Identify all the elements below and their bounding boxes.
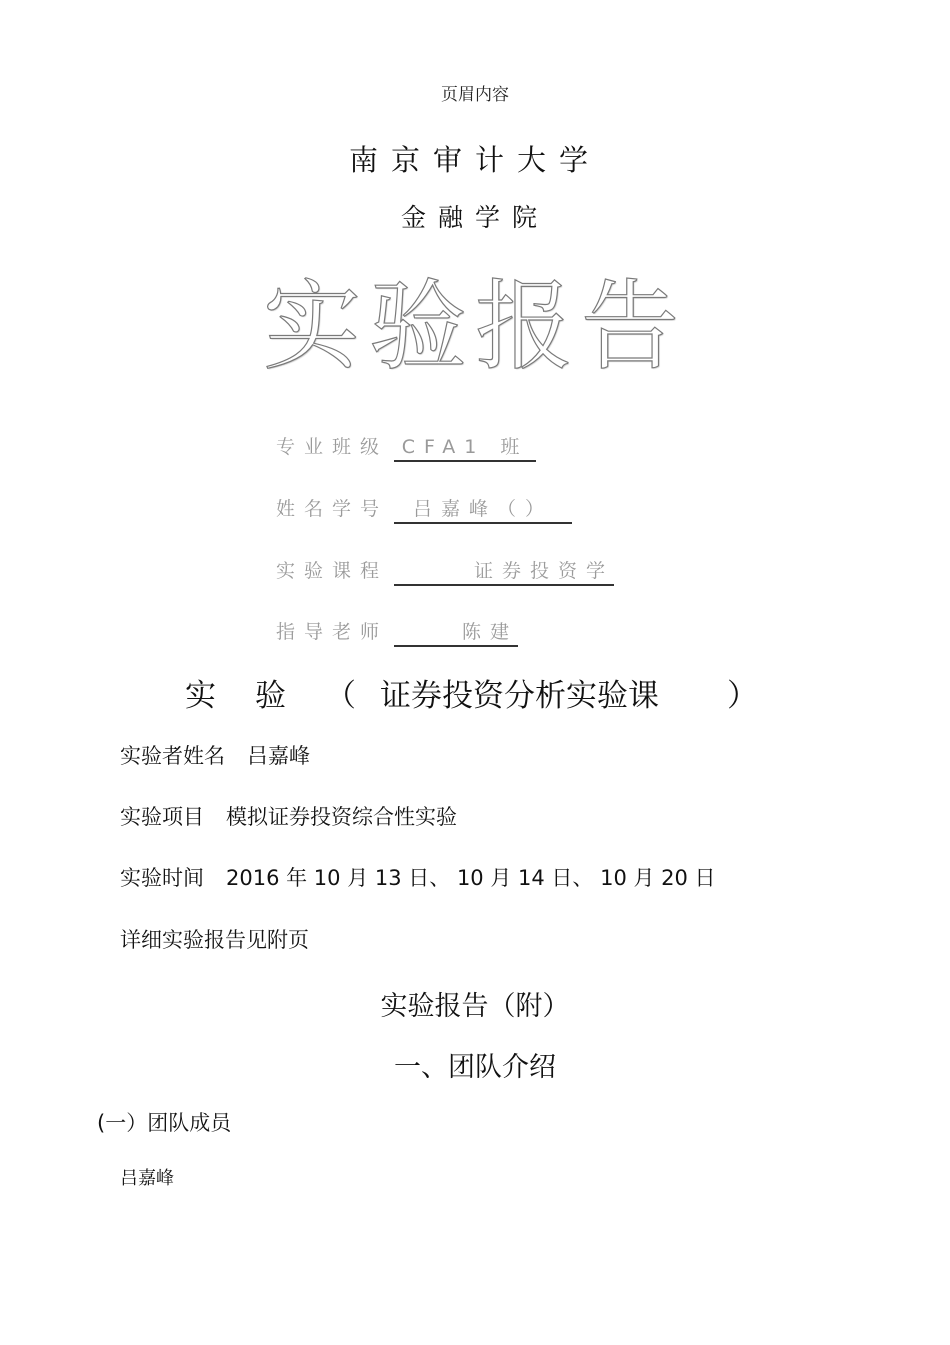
detail-label: 实验时间 — [120, 866, 204, 890]
experiment-course: 证券投资分析实验课 — [380, 678, 659, 714]
experiment-word-1: 实 — [185, 678, 216, 714]
info-row-class — [276, 432, 536, 462]
info-value: 吕嘉峰（） — [394, 494, 572, 524]
experiment-open-paren: （ — [325, 678, 356, 714]
experiment-word-2: 验 — [255, 678, 286, 714]
info-row-course — [276, 556, 614, 586]
info-label: 指导老师 — [276, 621, 389, 643]
experiment-close-paren: ） — [727, 678, 758, 714]
college-name: 金融学院 — [400, 203, 549, 232]
info-value: 陈建 — [394, 617, 518, 647]
info-label: 专业班级 — [276, 436, 389, 458]
team-member: 吕嘉峰 — [120, 1168, 174, 1189]
detail-value: 吕嘉峰 — [247, 744, 310, 768]
appendix-title: 实验报告（附） — [380, 991, 570, 1022]
detail-value: 2016 年 10 月 13 日、 10 月 14 日、 10 月 20 日 — [226, 866, 716, 890]
report-title: 实验报告 — [262, 270, 687, 384]
info-row-teacher — [276, 617, 518, 647]
detail-time — [120, 862, 716, 892]
university-name: 南京审计大学 — [348, 143, 601, 177]
detail-note: 详细实验报告见附页 — [120, 928, 309, 952]
info-label: 姓名学号 — [276, 498, 389, 520]
detail-experimenter — [120, 740, 310, 770]
info-value: 证券投资学 — [394, 556, 614, 586]
info-label: 实验课程 — [276, 560, 389, 582]
info-row-student — [276, 494, 572, 524]
info-value: CFA1 班 — [394, 432, 536, 462]
detail-value: 模拟证券投资综合性实验 — [226, 805, 457, 829]
page-header: 页眉内容 — [441, 85, 509, 105]
section-title: 一、团队介绍 — [394, 1052, 556, 1083]
detail-project — [120, 801, 457, 831]
detail-label: 实验者姓名 — [120, 744, 225, 768]
subsection-title: (一）团队成员 — [97, 1111, 232, 1135]
detail-label: 实验项目 — [120, 805, 204, 829]
